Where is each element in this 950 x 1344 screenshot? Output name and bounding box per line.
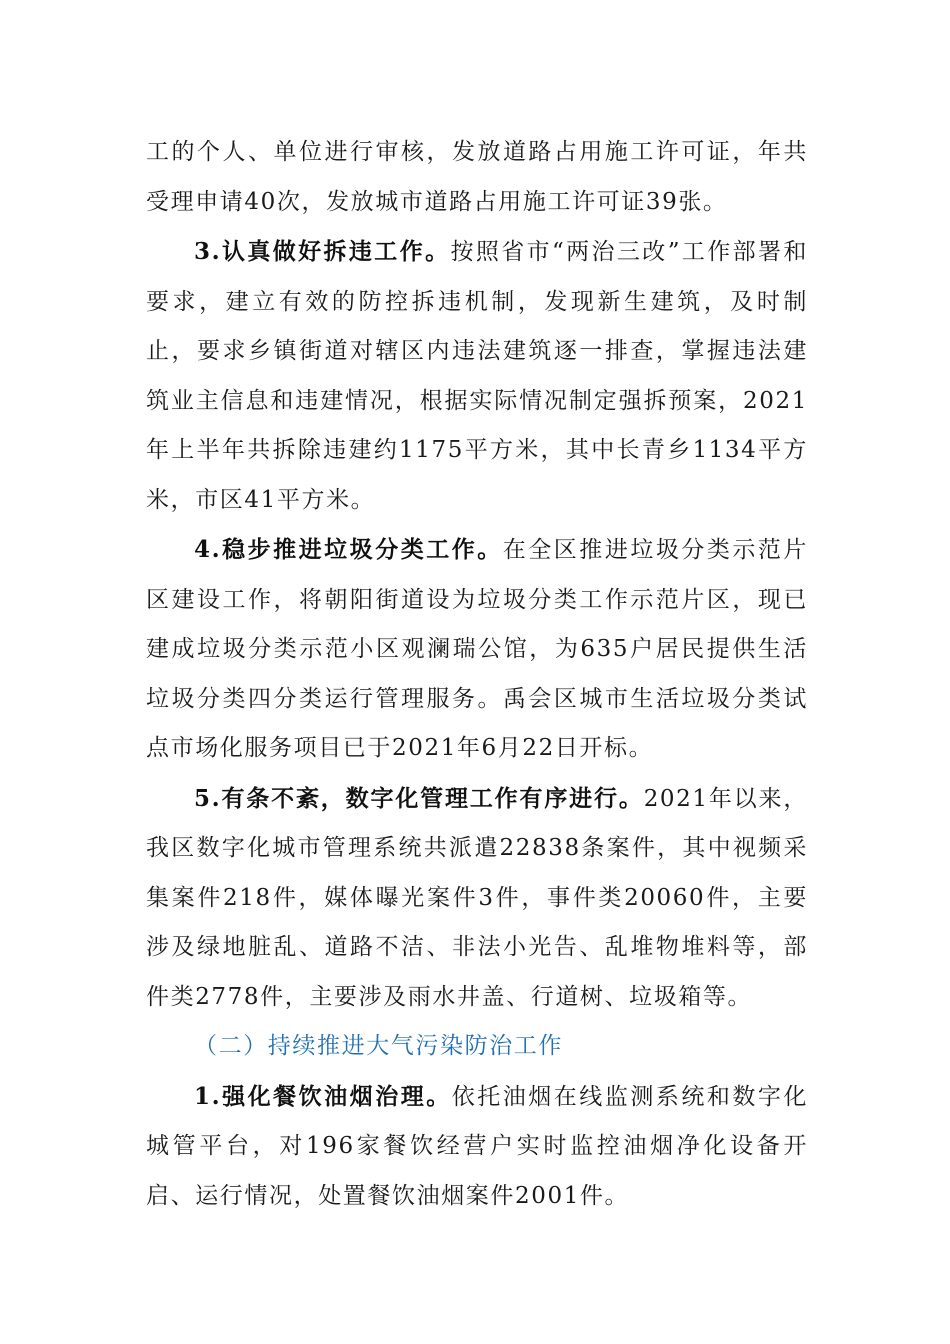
- paragraph-lead: 4.稳步推进垃圾分类工作。: [194, 536, 503, 563]
- section-heading: （二）持续推进大气污染防治工作: [194, 1033, 563, 1059]
- paragraph-lead: 1.强化餐饮油烟治理。: [194, 1082, 452, 1110]
- paragraph-text: 在全区推进垃圾分类示范片区建设工作，将朝阳街道设为垃圾分类工作示范片区，现已建成垃圾分类示范小区观澜瑞公馆，为635户居民提供生活垃圾分类四分类运行管理服务。禹会区城市生活垃圾分类试点市场化服务项目已于2021年6月22日开标。: [146, 537, 809, 761]
- paragraph-lead: 5.有条不紊，数字化管理工作有序进行。: [194, 784, 644, 812]
- paragraph-text: 按照省市“两治三改”工作部署和要求，建立有效的防控拆违机制，发现新生建筑，及时制止，要求乡镇街道对辖区内违法建筑逐一排查，掌握违法建筑业主信息和违建情况，根据实际情况制定强拆预案，2021年上半年共拆除违建约1175平方米，其中长青乡1134平方米，市区41平方米。: [146, 239, 808, 513]
- paragraph-lead: 3.认真做好拆违工作。: [194, 238, 451, 265]
- paragraph-text: 工的个人、单位进行审核，发放道路占用施工许可证，年共受理申请40次，发放城市道路占用施工许可证39张。: [146, 139, 808, 215]
- paragraph-road-permits: [146, 128, 808, 227]
- paragraph-text: 依托油烟在线监测系统和数字化城管平台，对196家餐饮经营户实时监控油烟净化设备开启、运行情况，处置餐饮油烟案件2001件。: [146, 1083, 808, 1209]
- paragraph-text: 2021年以来，我区数字化城市管理系统共派遣22838条案件，其中视频采集案件218件，媒体曝光案件3件，事件类20060件，主要涉及绿地脏乱、道路不洁、非法小光告、乱堆物堆料等，部件类2778件，主要涉及雨水井盖、行道树、垃圾箱等。: [146, 785, 808, 1010]
- paragraph-cooking-fumes: [146, 1072, 808, 1222]
- paragraph-waste-sorting: [146, 525, 808, 774]
- paragraph-demolition: [146, 227, 808, 525]
- document-body: [146, 128, 808, 1221]
- paragraph-digital-management: [146, 774, 808, 1023]
